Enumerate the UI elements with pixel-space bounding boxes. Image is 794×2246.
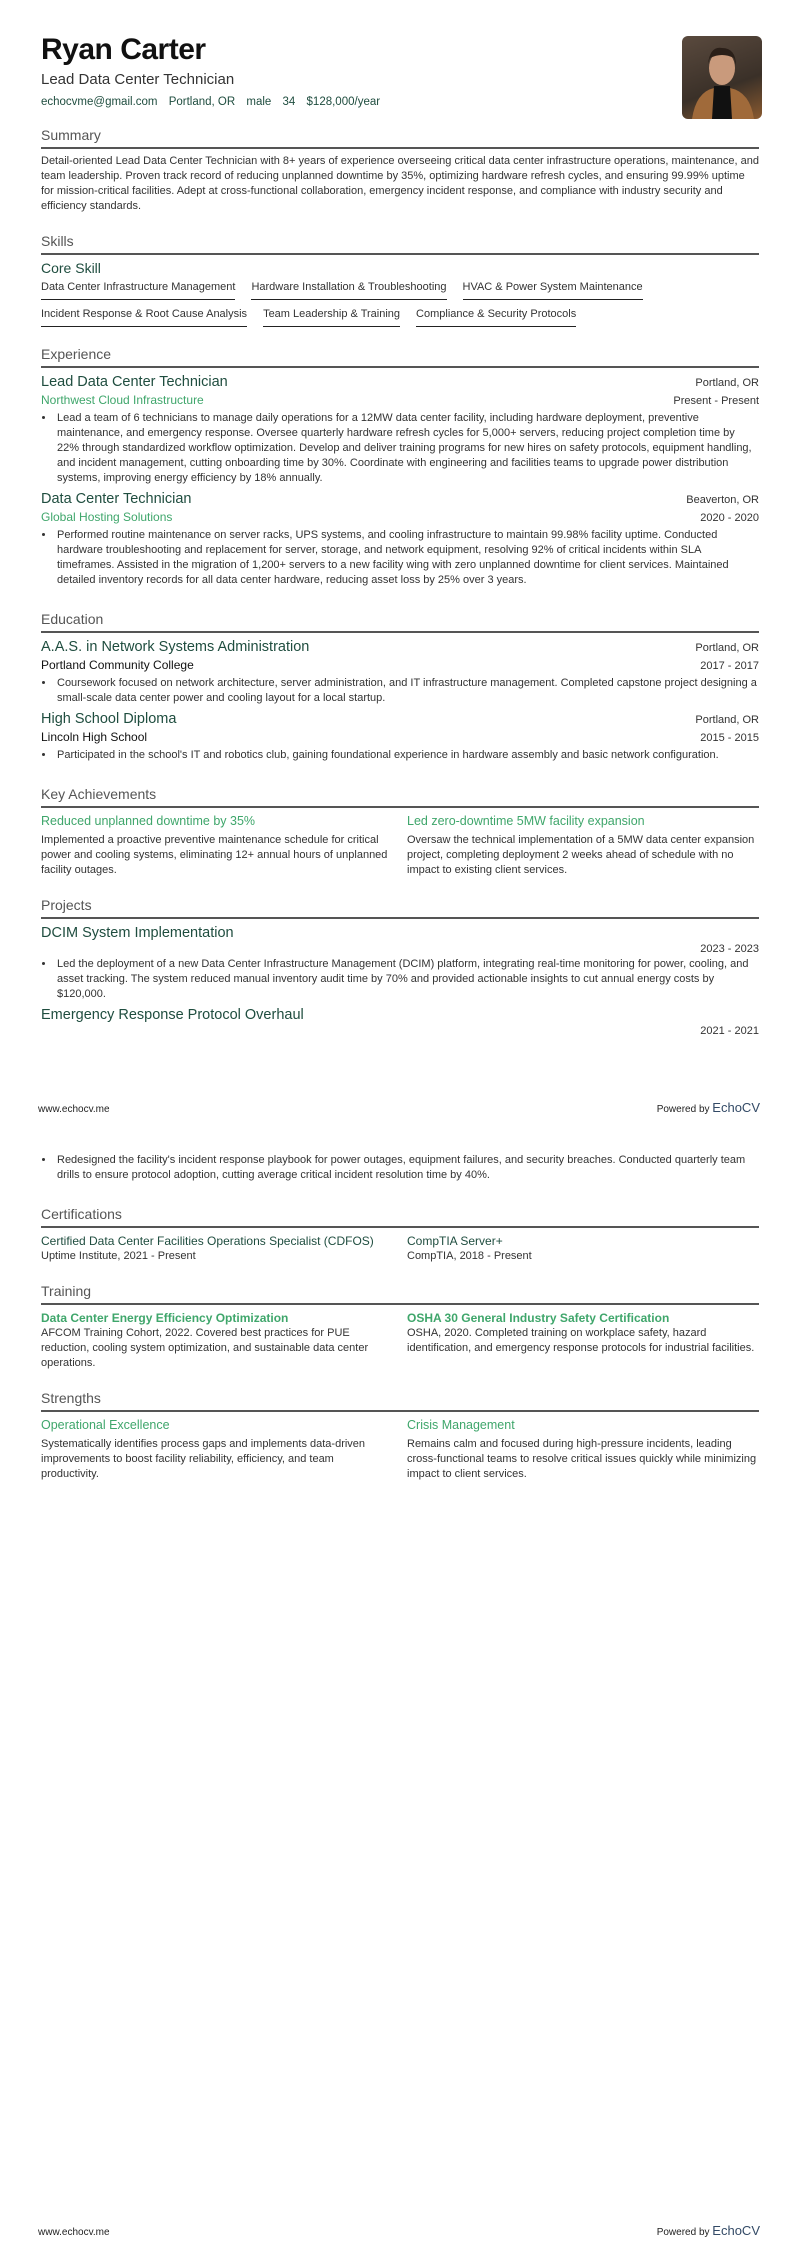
skill-item: Incident Response & Root Cause Analysis bbox=[41, 308, 247, 327]
skill-item: Compliance & Security Protocols bbox=[416, 308, 576, 327]
page-footer bbox=[38, 1086, 760, 1123]
education-entry bbox=[41, 638, 759, 706]
bullet: • Coursework focused on network architecture, server administration, and IT infrastructure management. Completed capstone project designing a small-scale data center power and cooling layout for a local startup. bbox=[55, 676, 759, 706]
location: Portland, OR bbox=[695, 642, 759, 654]
age: 34 bbox=[282, 96, 296, 108]
experience-section bbox=[41, 345, 759, 592]
achievement-title: Led zero-downtime 5MW facility expansion bbox=[407, 814, 645, 828]
achievement-title: Reduced unplanned downtime by 35% bbox=[41, 814, 256, 828]
achievements-section bbox=[41, 785, 759, 878]
strengths-section bbox=[41, 1389, 759, 1482]
bullet: • Redesigned the facility's incident response playbook for power outages, equipment failures, and security breaches. Conducted quarterly team drills to ensure protocol adoption, cutting average critical incident resolution time by 40%. bbox=[55, 1153, 759, 1183]
section-heading: Key Achievements bbox=[41, 785, 759, 808]
section-heading: Strengths bbox=[41, 1389, 759, 1412]
section-heading: Certifications bbox=[41, 1205, 759, 1228]
bullet: • Participated in the school's IT and robotics club, gaining foundational experience in hardware assembly and basic network configuration. bbox=[55, 748, 759, 763]
powered-label: Powered by bbox=[656, 2227, 710, 2238]
bullet: • Performed routine maintenance on server racks, UPS systems, and cooling infrastructure to maintain 99.98% facility uptime. Conducted hardware troubleshooting and replacement for server, storage, and network equipment, resolving 92% of critical incidents within SLA timeframes. Assisted in the migration of 1,200+ servers to a new facility wing with zero unplanned downtime for client services. Maintained detailed inventory records for all data center hardware, reducing asset loss by 25% over 3 years. bbox=[55, 528, 759, 588]
strength-title: Crisis Management bbox=[407, 1418, 515, 1432]
school: Lincoln High School bbox=[41, 730, 148, 744]
profile-photo bbox=[682, 36, 762, 119]
brand-logo: EchoCV bbox=[712, 1100, 760, 1115]
job-title: Lead Data Center Technician bbox=[41, 71, 235, 88]
education-entry bbox=[41, 710, 759, 763]
certification-item bbox=[41, 1233, 393, 1264]
achievement-item bbox=[41, 813, 393, 878]
summary-section bbox=[41, 126, 759, 214]
location: Beaverton, OR bbox=[686, 494, 759, 506]
summary-text: Detail-oriented Lead Data Center Technician with 8+ years of experience overseeing critical data center infrastructure operations, maintenance, and team leadership. Proven track record of reducing unplanned downtime by 35%, optimizing hardware refresh cycles, and ensuring 99.99% uptime for mission-critical facilities. Adept at cross-functional collaboration, emergency incident response, and compliance with industry security and efficiency standards. bbox=[41, 155, 759, 212]
certification-issuer: CompTIA, 2018 - Present bbox=[407, 1250, 532, 1262]
project-title: Emergency Response Protocol Overhaul bbox=[41, 1007, 304, 1023]
powered-label: Powered by bbox=[656, 1104, 710, 1115]
page-footer bbox=[38, 2209, 760, 2246]
strength-item bbox=[407, 1417, 759, 1482]
project-title: DCIM System Implementation bbox=[41, 925, 234, 941]
section-heading: Training bbox=[41, 1282, 759, 1305]
training-title: OSHA 30 General Industry Safety Certification bbox=[407, 1311, 670, 1325]
section-heading: Summary bbox=[41, 126, 759, 149]
strength-text: Systematically identifies process gaps and implements data-driven improvements to boost facility reliability, efficiency, and team productivity. bbox=[41, 1438, 366, 1480]
powered-by bbox=[657, 2223, 760, 2238]
gender: male bbox=[246, 96, 272, 108]
powered-by bbox=[657, 1100, 760, 1115]
section-heading: Skills bbox=[41, 232, 759, 255]
skill-item: HVAC & Power System Maintenance bbox=[463, 281, 643, 300]
degree: High School Diploma bbox=[41, 711, 177, 727]
dates: 2023 - 2023 bbox=[700, 943, 759, 955]
training-section bbox=[41, 1282, 759, 1371]
position-title: Lead Data Center Technician bbox=[41, 374, 228, 390]
achievement-text: Implemented a proactive preventive maintenance schedule for critical power and cooling systems, eliminating 12+ annual hours of unplanned facility outages. bbox=[41, 834, 388, 876]
bullet: • Led the deployment of a new Data Center Infrastructure Management (DCIM) platform, integrating real-time monitoring for power, cooling, and asset tracking. The system reduced manual inventory audit time by 70% and provided actionable insights to cut annual energy costs by $120,000. bbox=[55, 957, 759, 1002]
location: Portland, OR bbox=[695, 377, 759, 389]
training-text: AFCOM Training Cohort, 2022. Covered best practices for PUE reduction, cooling system optimization, and sustainable data center operations. bbox=[41, 1327, 369, 1369]
experience-entry bbox=[41, 373, 759, 486]
footer-url[interactable]: www.echocv.me bbox=[38, 2227, 110, 2238]
skill-item: Hardware Installation & Troubleshooting bbox=[251, 281, 446, 300]
skills-section bbox=[41, 232, 759, 335]
dates: 2021 - 2021 bbox=[700, 1025, 759, 1037]
position-title: Data Center Technician bbox=[41, 491, 192, 507]
certification-issuer: Uptime Institute, 2021 - Present bbox=[41, 1250, 196, 1262]
project-entry bbox=[41, 1006, 759, 1037]
strength-title: Operational Excellence bbox=[41, 1418, 170, 1432]
location: Portland, OR bbox=[695, 714, 759, 726]
skill-group-title: Core Skill bbox=[41, 260, 101, 276]
resume-page-2 bbox=[0, 1123, 794, 2246]
dates: 2017 - 2017 bbox=[700, 660, 759, 672]
project-entry bbox=[41, 924, 759, 1002]
contact-info bbox=[41, 96, 759, 108]
section-heading: Experience bbox=[41, 345, 759, 368]
section-heading: Education bbox=[41, 610, 759, 633]
certification-item bbox=[407, 1233, 759, 1264]
dates: 2015 - 2015 bbox=[700, 732, 759, 744]
name: Ryan Carter bbox=[41, 33, 206, 66]
projects-section bbox=[41, 896, 759, 1037]
dates: Present - Present bbox=[673, 395, 759, 407]
achievement-text: Oversaw the technical implementation of a 5MW data center expansion project, completing deployment 2 weeks ahead of schedule with no impact to existing client services. bbox=[407, 834, 755, 876]
salary: $128,000/year bbox=[306, 96, 381, 108]
skill-item: Data Center Infrastructure Management bbox=[41, 281, 235, 300]
certifications-section bbox=[41, 1205, 759, 1264]
experience-entry bbox=[41, 490, 759, 588]
training-text: OSHA, 2020. Completed training on workplace safety, hazard identification, and emergency response protocols for industrial facilities. bbox=[407, 1327, 755, 1354]
achievement-item bbox=[407, 813, 759, 878]
company: Global Hosting Solutions bbox=[41, 510, 173, 524]
location: Portland, OR bbox=[168, 96, 236, 108]
bullet: • Lead a team of 6 technicians to manage daily operations for a 12MW data center facility, including hardware deployment, preventive maintenance, and emergency response. Oversee quarterly hardware refresh cycles for 5,000+ servers, reducing project completion time by 22% through standardized workflow optimization. Develop and deliver training programs for new hires on safety protocols, equipment handling, and incident management, cutting onboarding time by 30%. Coordinate with engineering and facilities teams to upgrade power distribution systems, improving energy efficiency by 18% annually. bbox=[55, 411, 759, 486]
degree: A.A.S. in Network Systems Administration bbox=[41, 639, 310, 655]
footer-url[interactable]: www.echocv.me bbox=[38, 1104, 110, 1115]
strength-item bbox=[41, 1417, 393, 1482]
school: Portland Community College bbox=[41, 658, 194, 672]
training-title: Data Center Energy Efficiency Optimization bbox=[41, 1311, 289, 1325]
skill-item: Team Leadership & Training bbox=[263, 308, 400, 327]
education-section bbox=[41, 610, 759, 767]
certification-title: Certified Data Center Facilities Operations Specialist (CDFOS) bbox=[41, 1234, 374, 1248]
dates: 2020 - 2020 bbox=[700, 512, 759, 524]
strength-text: Remains calm and focused during high-pressure incidents, leading cross-functional teams to resolve critical issues quickly while minimizing impact to client services. bbox=[407, 1438, 757, 1480]
training-item bbox=[41, 1310, 393, 1371]
training-item bbox=[407, 1310, 759, 1371]
certification-title: CompTIA Server+ bbox=[407, 1234, 503, 1248]
company: Northwest Cloud Infrastructure bbox=[41, 393, 204, 407]
section-heading: Projects bbox=[41, 896, 759, 919]
brand-logo: EchoCV bbox=[712, 2223, 760, 2238]
email[interactable]: echocvme@gmail.com bbox=[41, 96, 158, 108]
